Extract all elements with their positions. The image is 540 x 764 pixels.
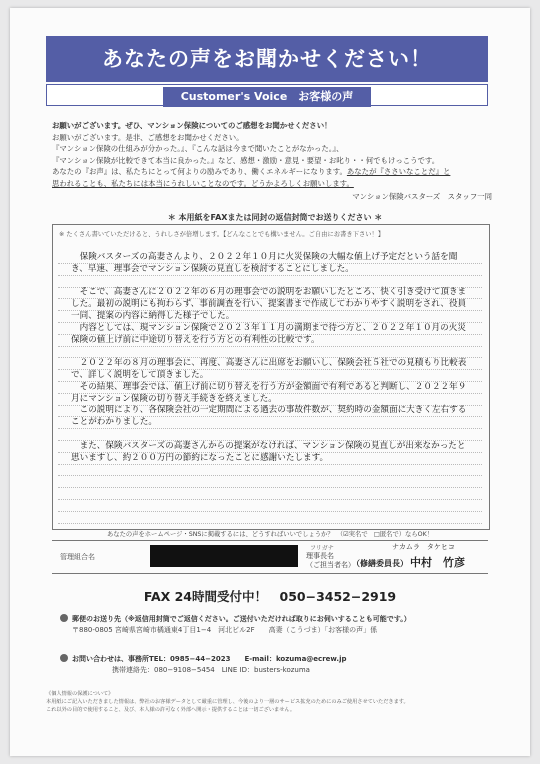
- furigana-label: フリガナ: [310, 545, 334, 552]
- intro-underlined: あなたが『ささいなことだ』と: [346, 167, 451, 176]
- bullet-icon: [60, 654, 68, 662]
- redacted-association-name: [150, 545, 298, 567]
- intro-line: 『マンション保険が比較できて本当に良かった。』など、感想・激励・意見・要望・お叱り・・何でもけっこうです。: [52, 155, 440, 165]
- inquiry-heading: [60, 654, 347, 665]
- mail-heading: [60, 614, 411, 625]
- furigana-value: ナカムラ タケヒコ: [392, 543, 455, 551]
- subtitle-bar: [46, 84, 488, 106]
- privacy-notice: [46, 690, 494, 714]
- representative-label: [306, 552, 355, 570]
- privacy-line: 本用紙にご記入いただきました情報は、弊社のお客様データとして厳重に管理し、今後のより一層のサービス拡充のためにのみご使用させていただきます。: [46, 699, 409, 705]
- header: [46, 36, 488, 114]
- intro-lead: お願いがございます。ぜひ、マンション保険についてのご感想をお聞かせください！: [52, 121, 332, 130]
- letter-blank-line: [71, 346, 473, 358]
- intro-text: [52, 120, 492, 203]
- handwritten-letter: [71, 252, 473, 464]
- ruled-line: [58, 511, 482, 512]
- ruled-line: [58, 499, 482, 500]
- fax-instruction: ＊ 本用紙をFAXまたは同封の返信封筒でお送りください ＊: [167, 213, 383, 222]
- privacy-head: 《個人情報の保護について》: [46, 691, 114, 697]
- consent-question: あなたの声をホームページ・SNSに掲載するには、どうすればいいでしょうか？ （☑実名で □匿名で）ならOK！: [106, 531, 434, 538]
- bullet-icon: [60, 614, 68, 622]
- ruled-line: [58, 523, 482, 524]
- intro-line: 『マンション保険の仕組みが分かった。』、『こんな話は今まで聞いたことがなかった。』、: [52, 144, 344, 153]
- letter-paragraph: ２０２２年の８月の理事会に、再度、高妻さんに出席をお願いし、保険会社５社での見積もり比較表で、詳しく説明をして頂きました。: [71, 358, 467, 380]
- intro-line: お願いがございます。是非、ご感想をお聞かせください。: [52, 132, 244, 142]
- letter-paragraph: 内容としては、現マンション保険で２０２３年１１月の満期まで待つ方と、２０２２年１０月の火災保険の値上げ前に中途切り替えを行う方との有利性の比較です。: [71, 322, 466, 345]
- inquiry-mobile: 携帯連絡先：080−9108−5454 LINE ID：busters-kozuma: [112, 666, 310, 674]
- ruled-line: [58, 487, 482, 488]
- comment-box-note: ※ たくさん書いていただけると、うれしさが倍増します。【どんなことでも構いません。ご自由にお書き下さい！】: [59, 231, 385, 238]
- fax-number: FAX 24時間受付中！ 050−3452−2919: [143, 589, 397, 604]
- mail-section: [60, 614, 411, 636]
- inquiry-head-text: お問い合わせは、事務所TEL：0985−44−2023 E-mail：kozuma@ecrew.jp: [72, 655, 347, 663]
- subtitle: Customer's Voice お客様の声: [163, 87, 372, 107]
- letter-paragraph: 保険バスターズの高妻さんより、２０２２年１０月に火災保険の大幅な値上げ予定だという話を聞き、早速、理事会でマンション保険の見直しを検討することにしました。: [71, 252, 458, 274]
- representative-name: 中村 竹彦: [410, 556, 465, 569]
- comment-box: [52, 224, 490, 530]
- mail-address: 〒880-0805 宮崎県宮崎市橘通東4丁目1−4 河北ビル2F 高妻（こうづま）「お客様の声」係: [72, 626, 378, 634]
- letter-blank-line: [71, 276, 473, 288]
- privacy-line: これ以外の目的で使用すること、及び、本人様の許可なく外部へ開示・提供することは一切ございません。: [46, 707, 296, 713]
- page-title: あなたの声をお聞かせください！: [46, 36, 488, 82]
- rep-label-line: 理事長名: [306, 552, 334, 560]
- letter-blank-line: [71, 429, 473, 441]
- intro-signature: マンション保険バスターズ スタッフ一同: [352, 192, 492, 201]
- mail-head-text: 郵便のお送り先（※返信用封筒でご返信ください。ご送付いただければ取りにお伺いすることも可能です。）: [72, 615, 411, 623]
- rep-label-line: （ご担当者名）: [306, 561, 355, 569]
- letter-paragraph: その結果、理事会では、値上げ前に切り替えを行う方が金額面で有利であると判断し、２０２２年９月にマンション保険の切り替え手続きを終えました。: [71, 381, 467, 404]
- management-association-label: 管理組合名: [60, 553, 95, 561]
- intro-underlined-line: 思われることも、私たちには本当にうれしいことなのです。どうかよろしくお願いします。: [52, 178, 354, 188]
- letter-paragraph: そこで、高妻さんに２０２２年の６月の理事会での説明をお願いしたところ、快く引き受けて頂きました。最初の説明にも拘わらず、事前調査を行い、提案書まで作成してわかりやすく説明をされ、役員一同、提案の内容に納得した様子でした。: [71, 287, 467, 321]
- ruled-line: [58, 475, 482, 476]
- letter-paragraph: また、保険バスターズの高妻さんからの提案がなければ、マンション保険の見直しが出来なかったと思いますし、約２００万円の節約になったことに感謝いたします。: [71, 440, 466, 463]
- name-row: [52, 540, 488, 574]
- letter-paragraph: この説明により、各保険会社の一定期間による過去の事故件数が、契約時の金額面に大きく左右することがわかりました。: [71, 405, 467, 428]
- intro-line: [52, 166, 492, 178]
- inquiry-section: [60, 654, 347, 676]
- representative-role: （修繕委員長）: [352, 559, 408, 568]
- intro-span: あなたの『お声』は、私たちにとって何よりの励みであり、働くエネルギーになります。: [52, 167, 347, 176]
